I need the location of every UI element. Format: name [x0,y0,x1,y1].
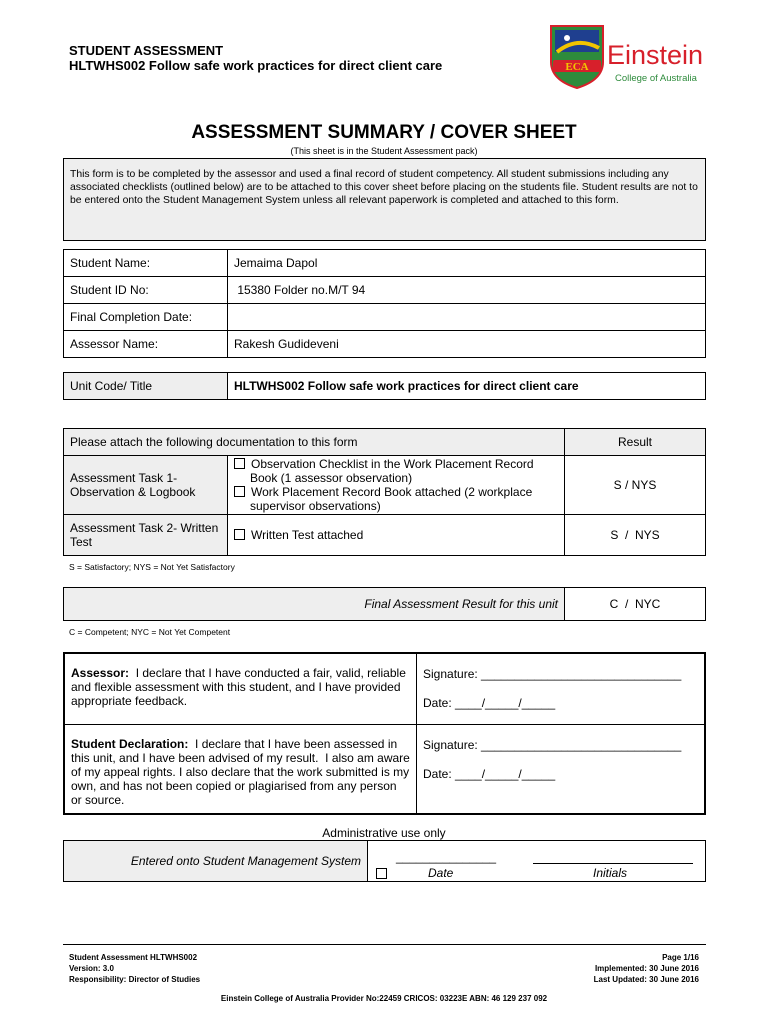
final-result-label: Final Assessment Result for this unit [64,588,565,621]
table-row [64,277,706,304]
intro-box: This form is to be completed by the assessor and used a final record of student competency. All student submissions including any associated checklists (outlined below) are to be attached to this cover sheet before placing on the students file. Student results are not to be entered onto the Student Management System unless all relevant paperwork is completed and attached to this form. [63,158,706,241]
table-row [64,725,705,815]
logo-brand-text: Einstein [607,40,704,70]
student-declaration [64,725,417,815]
college-logo [545,22,705,90]
checkbox-icon[interactable] [234,529,245,540]
checkbox-icon[interactable] [376,868,387,879]
table-row [64,304,706,331]
header-line-1: STUDENT ASSESSMENT [69,43,224,58]
assessor-text: I declare that I have conducted a fair, valid, reliable and flexible assessment with this student, and I have provided appropriate feedback. [71,666,410,708]
footer-doc-name: Student Assessment HLTWHS002 [69,953,198,962]
student-name-label: Student Name: [64,250,228,277]
student-id-label: Student ID No: [64,277,228,304]
completion-date-value[interactable] [228,304,706,331]
footer-right [594,952,699,985]
footer-page: Page 1/16 [662,953,699,962]
assessor-signature[interactable]: Signature: ______________________________ [423,667,682,681]
task-2-item-1: Written Test attached [251,528,364,542]
admin-label: Entered onto Student Management System [64,841,368,882]
table-row [64,588,706,621]
task-2-result[interactable]: S / NYS [565,515,706,556]
task-1-name: Assessment Task 1- Observation & Logbook [64,456,228,515]
declarations-table [63,652,706,815]
table-row [64,653,705,725]
list-item [234,485,558,513]
page-subtitle: (This sheet is in the Student Assessment pack) [290,146,478,156]
header-line-2: HLTWHS002 Follow safe work practices for direct client care [69,58,443,73]
list-item [234,457,558,485]
table-row [64,429,706,456]
admin-initials-label: Initials [593,866,628,880]
student-declaration-text: I declare that I have been assessed in this unit, and I have been advised of my result. I also am aware of my appeal rights. I also declare that the work submitted is my own, and has not been copied or plagiarised from any person or source. [71,737,414,807]
task-1-result[interactable]: S / NYS [565,456,706,515]
assessor-name-label: Assessor Name: [64,331,228,358]
logo-tagline-text: College of Australia [615,73,697,84]
docs-header: Please attach the following documentation to this form [64,429,565,456]
footer-updated: Last Updated: 30 June 2016 [593,975,699,984]
result-legend: S = Satisfactory; NYS = Not Yet Satisfactory [69,562,235,572]
table-row [64,515,706,556]
result-header: Result [565,429,706,456]
table-row [64,456,706,515]
assessor-declaration [64,653,417,725]
assessor-name-value[interactable]: Rakesh Gudideveni [228,331,706,358]
student-id-value[interactable]: 15380 Folder no.M/T 94 [228,277,706,304]
documentation-table [63,428,706,556]
table-row [64,250,706,277]
task-2-name: Assessment Task 2- Written Test [64,515,228,556]
footer-provider: Einstein College of Australia Provider No:22459 CRICOS: 03223E ABN: 46 129 237 092 [220,994,548,1003]
task-1-item-2: Work Placement Record Book attached (2 workplace supervisor observations) [250,485,533,513]
footer-responsibility: Responsibility: Director of Studies [69,975,201,984]
admin-entry-cell [368,841,706,882]
student-signature[interactable]: Signature: ______________________________ [423,738,682,752]
footer-left [69,952,200,985]
admin-date-blank[interactable]: _______________ [396,850,497,864]
student-info-table [63,249,706,358]
initials-line[interactable] [533,863,693,864]
footer-implemented: Implemented: 30 June 2016 [594,964,699,973]
table-row [64,373,706,400]
table-row [64,331,706,358]
final-result-value[interactable]: C / NYC [565,588,706,621]
task-1-item-1: Observation Checklist in the Work Placement Record Book (1 assessor observation) [250,457,534,485]
footer-version: Version: 3.0 [69,964,114,973]
student-sign-cell [417,725,706,815]
assessor-heading: Assessor: [71,666,130,680]
admin-date-label: Date [428,866,454,880]
page-title: ASSESSMENT SUMMARY / COVER SHEET [191,122,577,143]
admin-heading: Administrative use only [322,826,446,840]
footer-divider [63,944,706,945]
student-name-value[interactable]: Jemaima Dapol [228,250,706,277]
task-2-items [228,515,565,556]
checkbox-icon[interactable] [234,486,245,497]
table-row [64,841,706,882]
assessor-date[interactable]: Date: ____/_____/_____ [423,696,556,710]
final-result-table [63,587,706,621]
competency-legend: C = Competent; NYC = Not Yet Competent [69,627,231,637]
task-1-items [228,456,565,515]
unit-table [63,372,706,400]
completion-date-label: Final Completion Date: [64,304,228,331]
assessor-sign-cell [417,653,706,725]
unit-value: HLTWHS002 Follow safe work practices for direct client care [228,373,706,400]
student-declaration-heading: Student Declaration: [71,737,189,751]
student-date[interactable]: Date: ____/_____/_____ [423,767,556,781]
logo-badge-text: ECA [565,61,589,73]
checkbox-icon[interactable] [234,458,245,469]
unit-label: Unit Code/ Title [64,373,228,400]
admin-table [63,840,706,882]
